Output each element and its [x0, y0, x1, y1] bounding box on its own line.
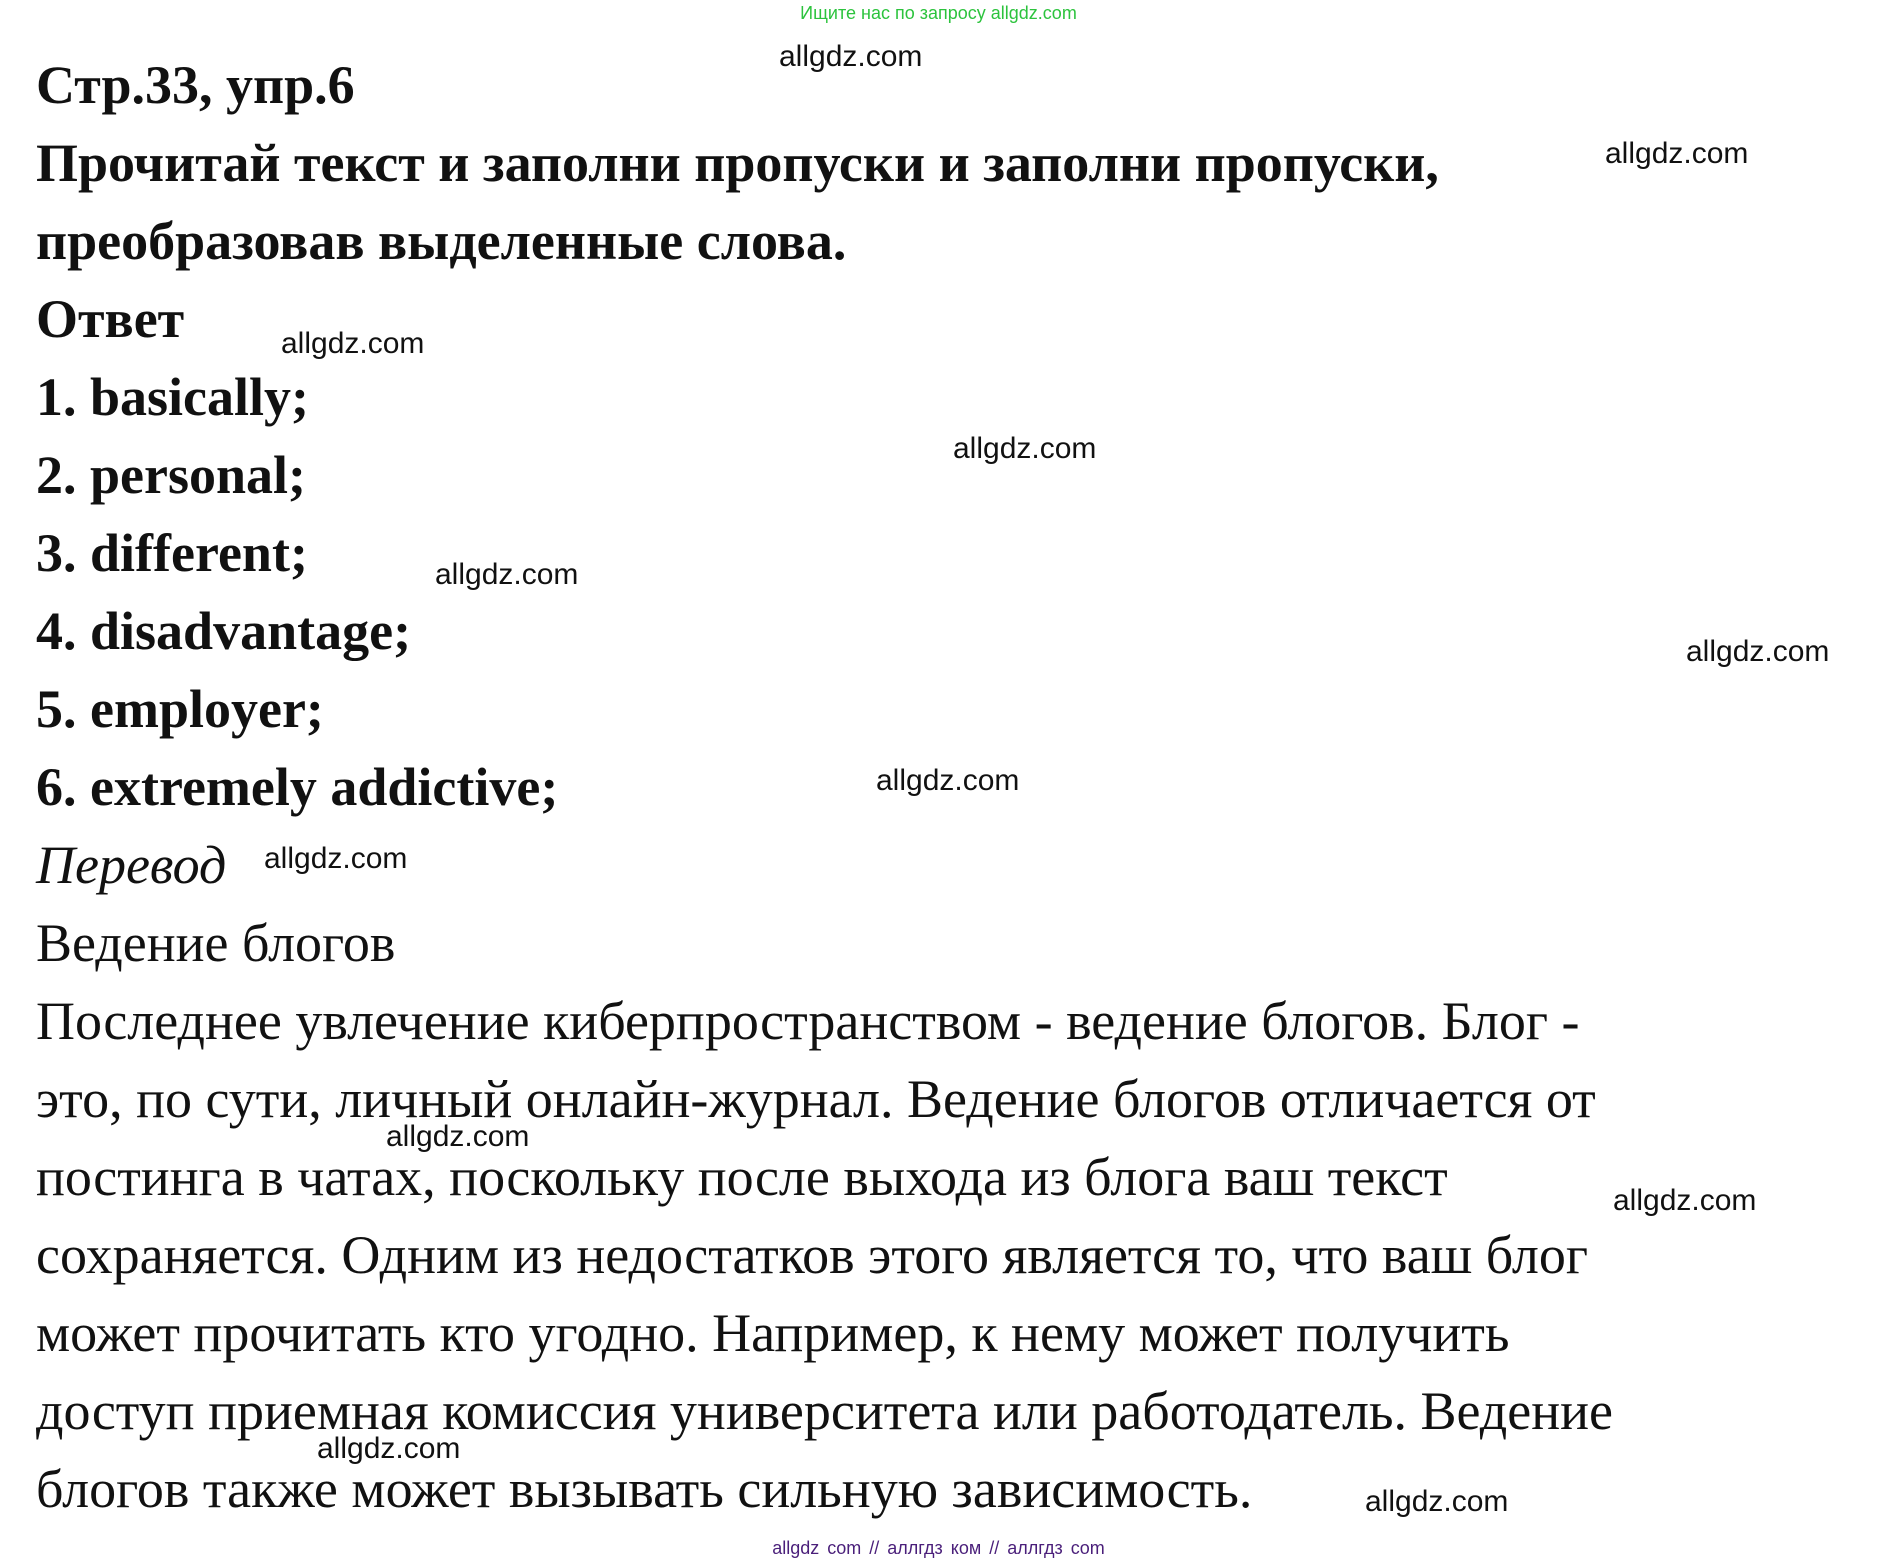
watermark: allgdz.com	[876, 764, 1020, 797]
watermark: allgdz.com	[317, 1432, 461, 1465]
translation-line: Последнее увлечение киберпространством - ведение блогов. Блог -	[36, 991, 1580, 1051]
watermark: allgdz.com	[953, 432, 1097, 465]
answer-item: 4. disadvantage;	[36, 601, 412, 661]
watermark: allgdz.com	[1605, 137, 1749, 170]
answer-item: 5. employer;	[36, 679, 324, 739]
watermark: allgdz.com	[264, 842, 408, 875]
translation-heading: Перевод	[36, 835, 227, 895]
answer-item: 2. personal;	[36, 445, 306, 505]
watermark: allgdz.com	[1365, 1485, 1509, 1518]
answer-item: 6. extremely addictive;	[36, 757, 559, 817]
translation-line: доступ приемная комиссия университета или работодатель. Ведение	[36, 1381, 1613, 1441]
task-text-line: Прочитай текст и заполни пропуски и заполни пропуски,	[36, 133, 1439, 193]
exercise-content	[36, 46, 1613, 1528]
translation-line: может прочитать кто угодно. Например, к нему может получить	[36, 1303, 1510, 1363]
task-text-line: преобразовав выделенные слова.	[36, 211, 847, 271]
watermark: allgdz.com	[1686, 635, 1830, 668]
watermark: allgdz.com	[779, 40, 923, 73]
page-title: Стр.33, упр.6	[36, 55, 355, 115]
answer-item: 3. different;	[36, 523, 308, 583]
translation-line: это, по сути, личный онлайн-журнал. Ведение блогов отличается от	[36, 1069, 1596, 1129]
answer-item: 1. basically;	[36, 367, 310, 427]
translation-title: Ведение блогов	[36, 913, 396, 973]
watermark: allgdz.com	[1613, 1184, 1757, 1217]
watermark: allgdz.com	[281, 327, 425, 360]
search-banner[interactable]: Ищите нас по запросу allgdz.com	[800, 3, 1077, 23]
translation-line: блогов также может вызывать сильную зависимость.	[36, 1459, 1253, 1519]
watermark: allgdz.com	[386, 1120, 530, 1153]
translation-line: постинга в чатах, поскольку после выхода из блога ваш текст	[36, 1147, 1448, 1207]
watermark: allgdz.com	[435, 558, 579, 591]
answer-heading: Ответ	[36, 289, 185, 349]
translation-line: сохраняется. Одним из недостатков этого является то, что ваш блог	[36, 1225, 1588, 1285]
footer-links[interactable]: allgdz com // аллгдз ком // аллгдз com	[772, 1538, 1105, 1558]
